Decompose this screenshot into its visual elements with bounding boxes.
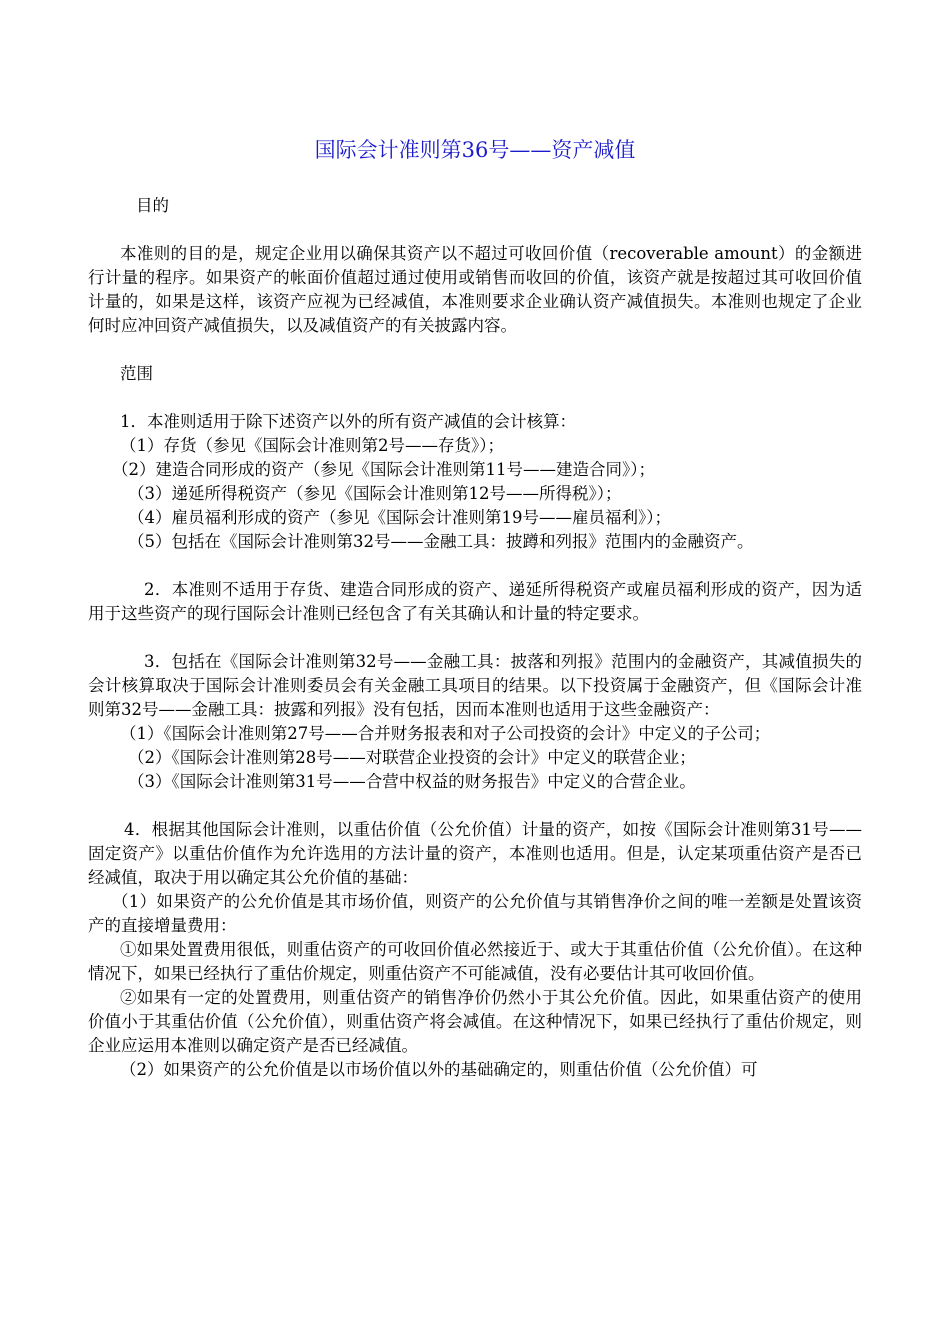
paragraph-4-item-1-b: ②如果有一定的处置费用，则重估资产的销售净价仍然小于其公允价值。因此，如果重估资产的使用价值小于其重估价值（公允价值），则重估资产将会减值。在这种情况下，如果已经执行了重估价规定，则企业应运用本准则以确定资产是否已经减值。: [88, 988, 862, 1055]
paragraph-1-item: （2）建造合同形成的资产（参见《国际会计准则第11号——建造合同》）；: [112, 460, 655, 479]
paragraph-1-intro: 1．本准则适用于除下述资产以外的所有资产减值的会计核算：: [120, 412, 576, 431]
scope-heading: 范围: [120, 364, 153, 383]
paragraph-3-item: （2）《国际会计准则第28号——对联营企业投资的会计》中定义的联营企业；: [128, 748, 696, 767]
paragraph-3-item: （3）《国际会计准则第31号——合营中权益的财务报告》中定义的合营企业。: [128, 772, 696, 791]
paragraph-1-item: （3）递延所得税资产（参见《国际会计准则第12号——所得税》）；: [128, 484, 622, 503]
paragraph-1-item: （4）雇员福利形成的资产（参见《国际会计准则第19号——雇员福利》）；: [128, 508, 671, 527]
paragraph-3: 3．包括在《国际会计准则第32号——金融工具：披落和列报》范围内的金融资产，其减值损失的会计核算取决于国际会计准则委员会有关金融工具项目的结果。以下投资属于金融资产，但《国际会计准则第32号——金融工具：披露和列报》没有包括，因而本准则也适用于这些金融资产：: [88, 652, 862, 719]
purpose-heading: 目的: [136, 196, 169, 215]
page-title: 国际会计准则第36号——资产减值: [314, 138, 636, 162]
paragraph-4-item-1: （1）如果资产的公允价值是其市场价值，则资产的公允价值与其销售净价之间的唯一差额是处置该资产的直接增量费用：: [88, 892, 862, 935]
purpose-paragraph: 本准则的目的是，规定企业用以确保其资产以不超过可收回价值（recoverable amount）的金额进行计量的程序。如果资产的帐面价值超过通过使用或销售而收回的价值，该资产就是按超过其可收回价值计量的，如果是这样，该资产应视为已经减值，本准则要求企业确认资产减值损失。本准则也规定了企业何时应冲回资产减值损失，以及减值资产的有关披露内容。: [88, 244, 862, 335]
paragraph-4: 4．根据其他国际会计准则，以重估价值（公允价值）计量的资产，如按《国际会计准则第31号——固定资产》以重估价值作为允许选用的方法计量的资产，本准则也适用。但是，认定某项重估资产是否已经减值，取决于用以确定其公允价值的基础：: [88, 820, 862, 887]
paragraph-4-item-2: （2）如果资产的公允价值是以市场价值以外的基础确定的，则重估价值（公允价值）可: [120, 1060, 758, 1079]
paragraph-4-item-1-a: ①如果处置费用很低，则重估资产的可收回价值必然接近于、或大于其重估价值（公允价值）。在这种情况下，如果已经执行了重估价规定，则重估资产不可能减值，没有必要估计其可收回价值。: [88, 940, 862, 983]
paragraph-3-item: （1）《国际会计准则第27号——合并财务报表和对子公司投资的会计》中定义的子公司；: [120, 724, 771, 743]
paragraph-2: 2．本准则不适用于存货、建造合同形成的资产、递延所得税资产或雇员福利形成的资产，因为适用于这些资产的现行国际会计准则已经包含了有关其确认和计量的特定要求。: [88, 580, 862, 623]
document-body: [88, 134, 862, 1082]
paragraph-1-item: （1）存货（参见《国际会计准则第2号——存货》）；: [120, 436, 504, 455]
paragraph-1-item: （5）包括在《国际会计准则第32号——金融工具：披蹲和列报》范围内的金融资产。: [128, 532, 754, 551]
